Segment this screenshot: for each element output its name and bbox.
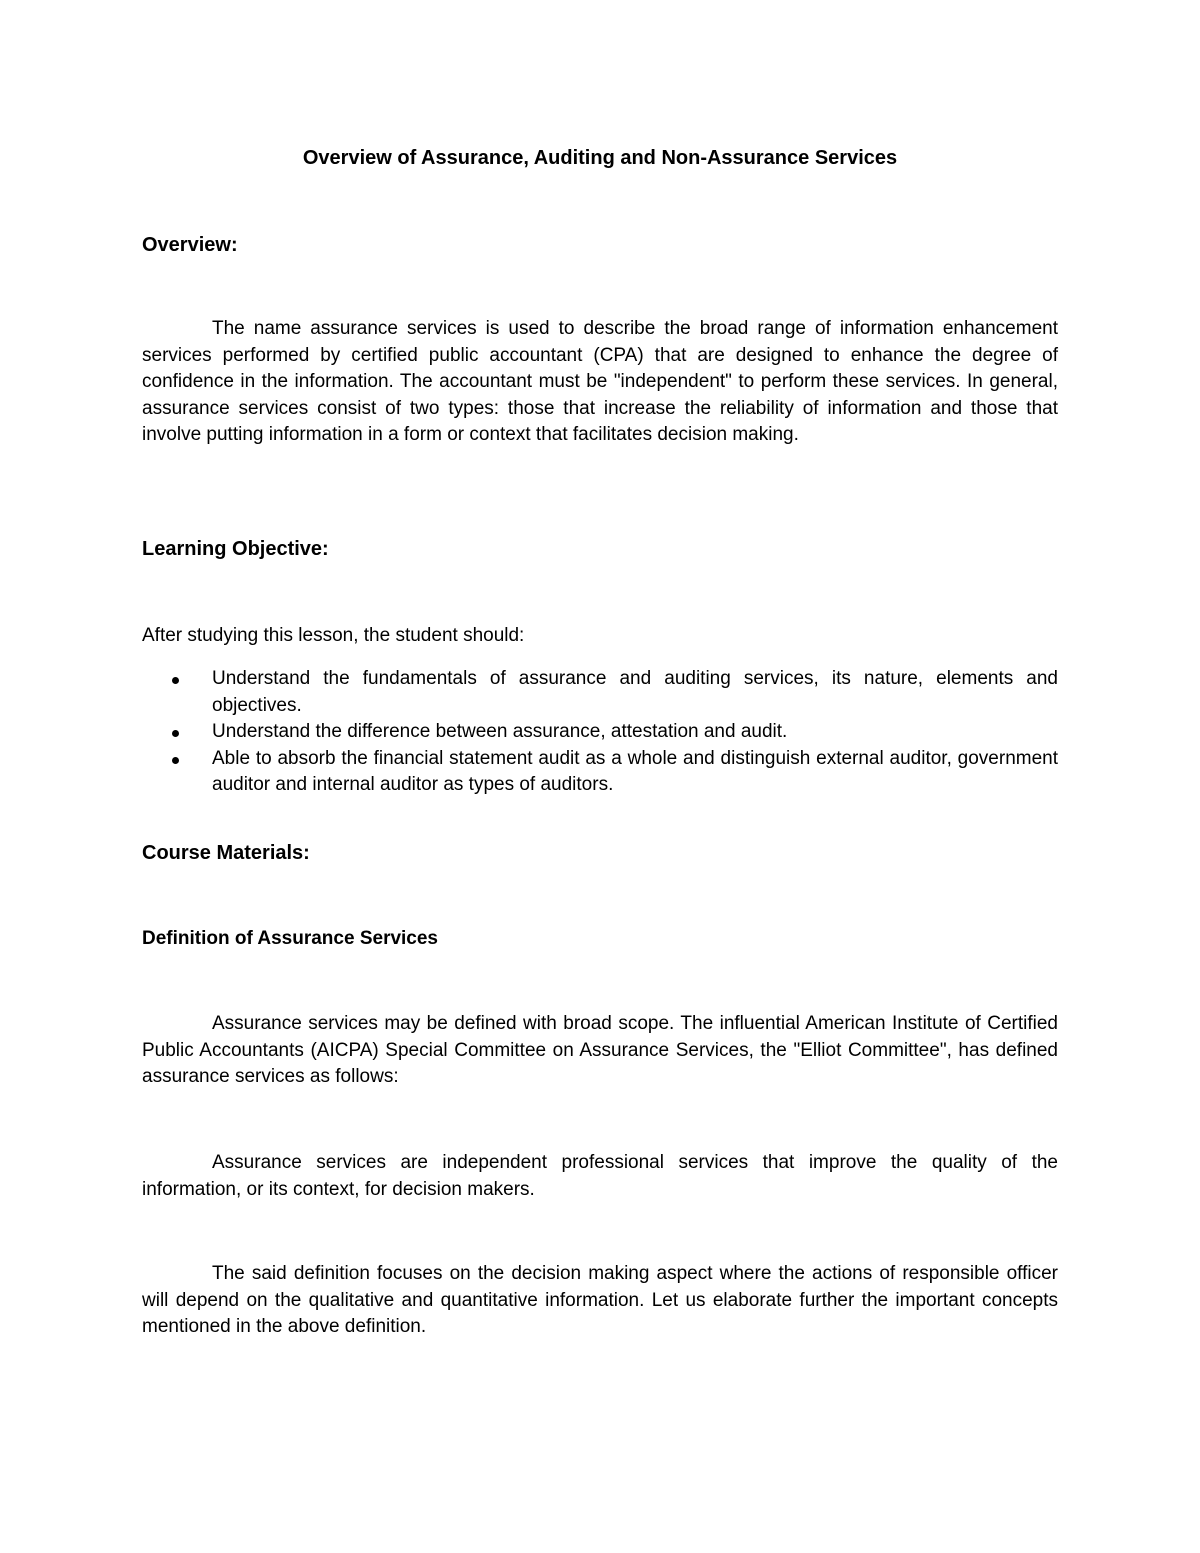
overview-heading: Overview:	[142, 234, 238, 256]
list-item	[142, 719, 1058, 746]
list-item	[142, 746, 1058, 799]
definition-subheading: Definition of Assurance Services	[142, 928, 439, 949]
bullet-icon	[172, 730, 179, 737]
overview-paragraph: The name assurance services is used to describe the broad range of information enhancement services performed by certified public accountant (CPA) that are designed to enhance the degree of confidence in the information. The accountant must be "independent" to perform these services. In general, assurance services consist of two types: those that increase the reliability of information and those that involve putting information in a form or context that facilitates decision making.	[142, 318, 1058, 445]
list-item	[142, 666, 1058, 719]
learning-objective-heading: Learning Objective:	[142, 538, 329, 560]
course-materials-heading: Course Materials:	[142, 842, 310, 864]
definition-paragraph-2: Assurance services are independent professional services that improve the quality of the information, or its context, for decision makers.	[142, 1152, 1058, 1200]
objective-text: Understand the difference between assurance, attestation and audit.	[212, 721, 788, 742]
definition-paragraph-1: Assurance services may be defined with broad scope. The influential American Institute of Certified Public Accountants (AICPA) Special Committee on Assurance Services, the "Elliot Committee", has defined assurance services as follows:	[142, 1013, 1058, 1087]
definition-paragraph-3: The said definition focuses on the decision making aspect where the actions of responsible officer will depend on the qualitative and quantitative information. Let us elaborate further the important concepts mentioned in the above definition.	[142, 1263, 1058, 1337]
bullet-icon	[172, 757, 179, 764]
objective-text: Able to absorb the financial statement audit as a whole and distinguish external auditor, government auditor and internal auditor as types of auditors.	[212, 747, 1058, 795]
document-title: Overview of Assurance, Auditing and Non-Assurance Services	[302, 147, 898, 169]
learning-objective-intro: After studying this lesson, the student should:	[142, 625, 525, 646]
objectives-list	[142, 666, 1058, 799]
bullet-icon	[172, 677, 179, 684]
objective-text: Understand the fundamentals of assurance and auditing services, its nature, elements and objectives.	[212, 668, 1058, 716]
